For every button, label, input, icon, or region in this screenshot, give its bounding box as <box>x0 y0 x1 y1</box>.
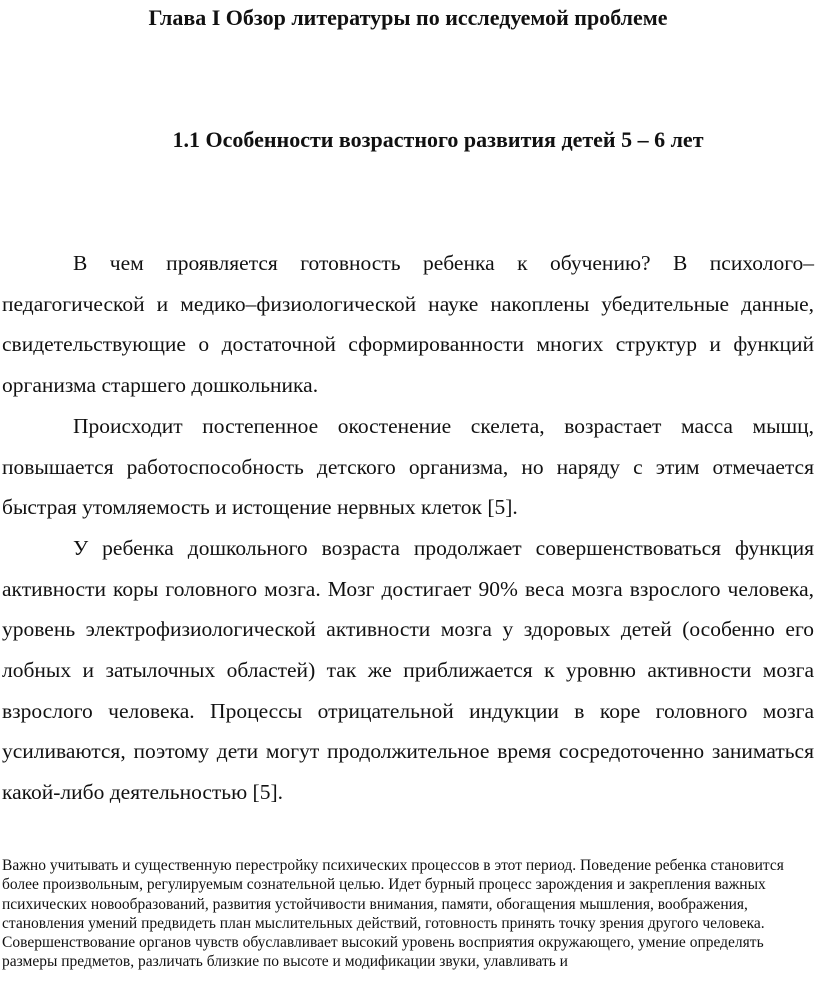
paragraph-skeleton: Происходит постепенное окостенение скелета, возрастает масса мышц, повышается работоспособность детского организма, но наряду с этим отмечается быстрая утомляемость и истощение нервных клеток [5]. <box>2 413 814 520</box>
body-text <box>2 243 814 813</box>
paragraph-brain: У ребенка дошкольного возраста продолжает совершенствоваться функция активности коры головного мозга. Мозг достигает 90% веса мозга взрослого человека, уровень электрофизиологической активности мозга у здоровых детей (особенно его лобных и затылочных областей) так же приближается к уровню активности мозга взрослого человека. Процессы отрицательной индукции в коре головного мозга усиливаются, поэтому дети могут продолжительное время сосредоточенно заниматься какой-либо деятельностью [5]. <box>2 535 814 805</box>
chapter-title: Глава I Обзор литературы по исследуемой проблеме <box>148 5 668 30</box>
paragraph-readiness: В чем проявляется готовность ребенка к обучению? В психолого–педагогической и медико–физиологической науке накоплены убедительные данные, свидетельствующие о достаточной сформированности многих структур и функций организма старшего дошкольника. <box>2 251 814 398</box>
section-title: 1.1 Особенности возрастного развития детей 5 – 6 лет <box>172 127 704 152</box>
paragraph-psychic-processes: Важно учитывать и существенную перестройку психических процессов в этот период. Поведение ребенка становится более произвольным, регулируемым сознательной целью. Идет бурный процесс зарождения и закрепления важных психических новообразований, развития устойчивости внимания, памяти, обогащения мышления, воображения, становления умений предвидеть план мыслительных действий, готовность принять точку зрения другого человека. Совершенствование органов чувств обуславливает высокий уровень восприятия окружающего, умение определять размеры предметов, различать близкие по высоте и модификации звуки, улавливать и <box>2 857 784 971</box>
